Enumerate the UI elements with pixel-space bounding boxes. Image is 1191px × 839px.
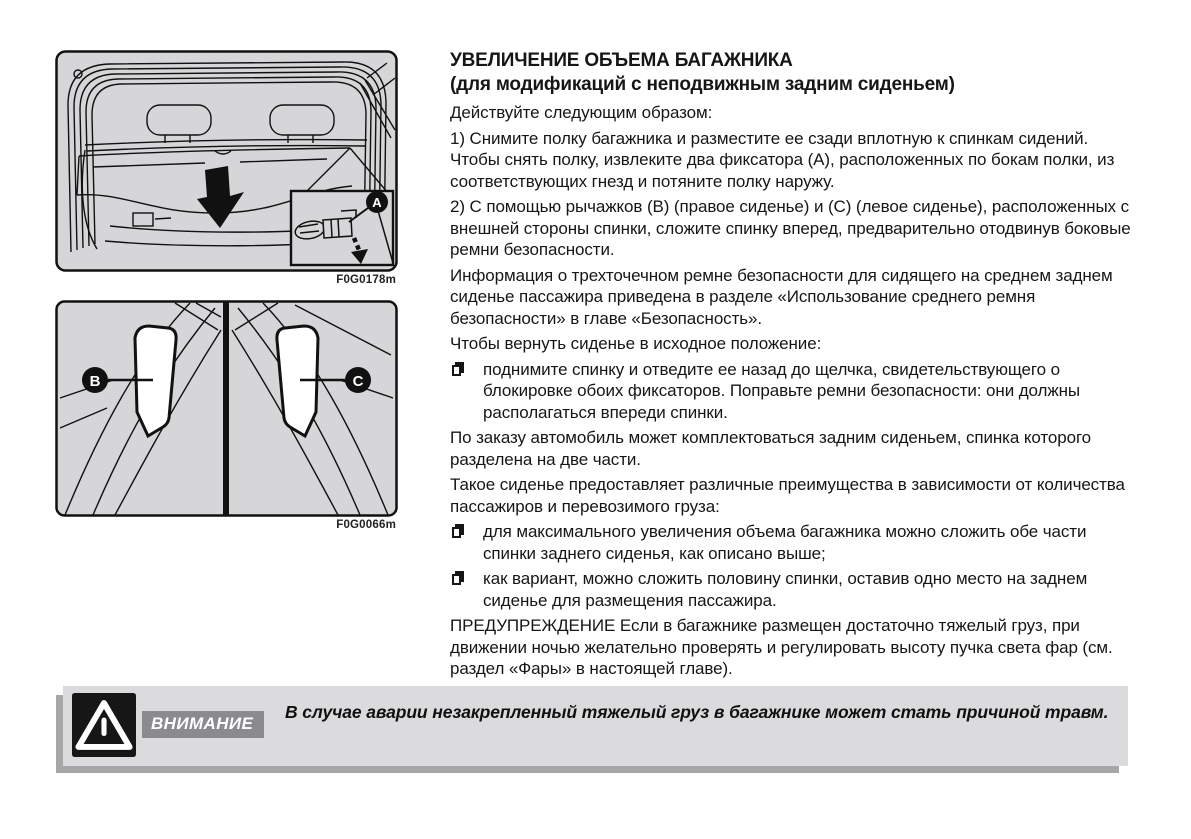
warning-triangle-icon — [72, 693, 136, 757]
square-bullet-icon — [452, 527, 461, 538]
paragraph: По заказу автомобиль может комплектоваться задним сиденьем, спинка которого разделена на две части. — [450, 428, 1092, 469]
intro-text: Действуйте следующим образом: — [450, 103, 713, 122]
paragraph: Чтобы вернуть сиденье в исходное положение: — [450, 334, 822, 353]
figure-1-caption: F0G0178m — [336, 274, 396, 286]
warning-badge: ВНИМАНИЕ — [142, 711, 264, 738]
paragraph: Информация о трехточечном ремне безопасности для сидящего на среднем заднем сиденье пассажира приведена в разделе «Использование среднего ремня безопасности» в главе «Безопасность». — [450, 265, 1113, 328]
paragraph: 2) С помощью рычажков (В) (правое сиденье) и (С) (левое сиденье), расположенных с внешней стороны спинки, сложите спинку вперед, предварительно отодвинув боковые ремни безопасности. — [450, 197, 1131, 259]
bullet-text: поднимите спинку и отведите ее назад до щелчка, свидетельствующего о блокировке обоих фиксаторов. Поправьте ремни безопасности: они должны располагаться впереди спинки. — [483, 359, 1081, 422]
square-bullet-icon — [452, 574, 461, 585]
bullet-item — [450, 359, 1131, 424]
page-title-line1: УВЕЛИЧЕНИЕ ОБЪЕМА БАГАЖНИКА — [450, 50, 793, 71]
bullet-item — [450, 521, 1131, 564]
seatback-levers-illustration — [55, 300, 398, 517]
article — [450, 49, 1131, 680]
paragraph: Такое сиденье предоставляет различные преимущества в зависимости от количества пассажиров и перевозимого груза: — [450, 475, 1125, 516]
square-bullet-icon — [452, 365, 461, 376]
warning-text: В случае аварии незакрепленный тяжелый груз в багажнике может стать причиной травм. — [285, 702, 1109, 722]
parcel-shelf-illustration — [55, 50, 398, 272]
paragraph: 1) Снимите полку багажника и разместите ее сзади вплотную к спинкам сидений. Чтобы снять полку, извлеките два фиксатора (А), расположенных по бокам полки, из соответствующих гнезд и потяните полку наружу. — [450, 128, 1115, 191]
bullet-item — [450, 568, 1131, 611]
figure-parcel-shelf — [55, 50, 398, 272]
bullet-text: как вариант, можно сложить половину спинки, оставив одно место на заднем сиденье для размещения пассажира. — [483, 569, 1088, 610]
label-a-text: A — [372, 195, 382, 210]
caution-paragraph: ПРЕДУПРЕЖДЕНИЕ Если в багажнике размещен достаточно тяжелый груз, при движении ночью желательно проверять и регулировать высоту пучка света фар (см. раздел «Фары» в настоящей главе). — [450, 616, 1113, 678]
bullet-text: для максимального увеличения объема багажника можно сложить обе части спинки заднего сиденья, как описано выше; — [483, 522, 1087, 563]
warning-banner — [63, 686, 1128, 766]
figure-2-caption: F0G0066m — [336, 519, 396, 531]
label-b-text: B — [89, 373, 101, 390]
label-c-text: C — [352, 373, 364, 390]
page-title — [450, 49, 1131, 97]
figure-seatback-levers — [55, 300, 398, 517]
fixator-inset — [291, 191, 393, 265]
page-title-line2: (для модификаций с неподвижным задним сиденьем) — [450, 74, 955, 95]
